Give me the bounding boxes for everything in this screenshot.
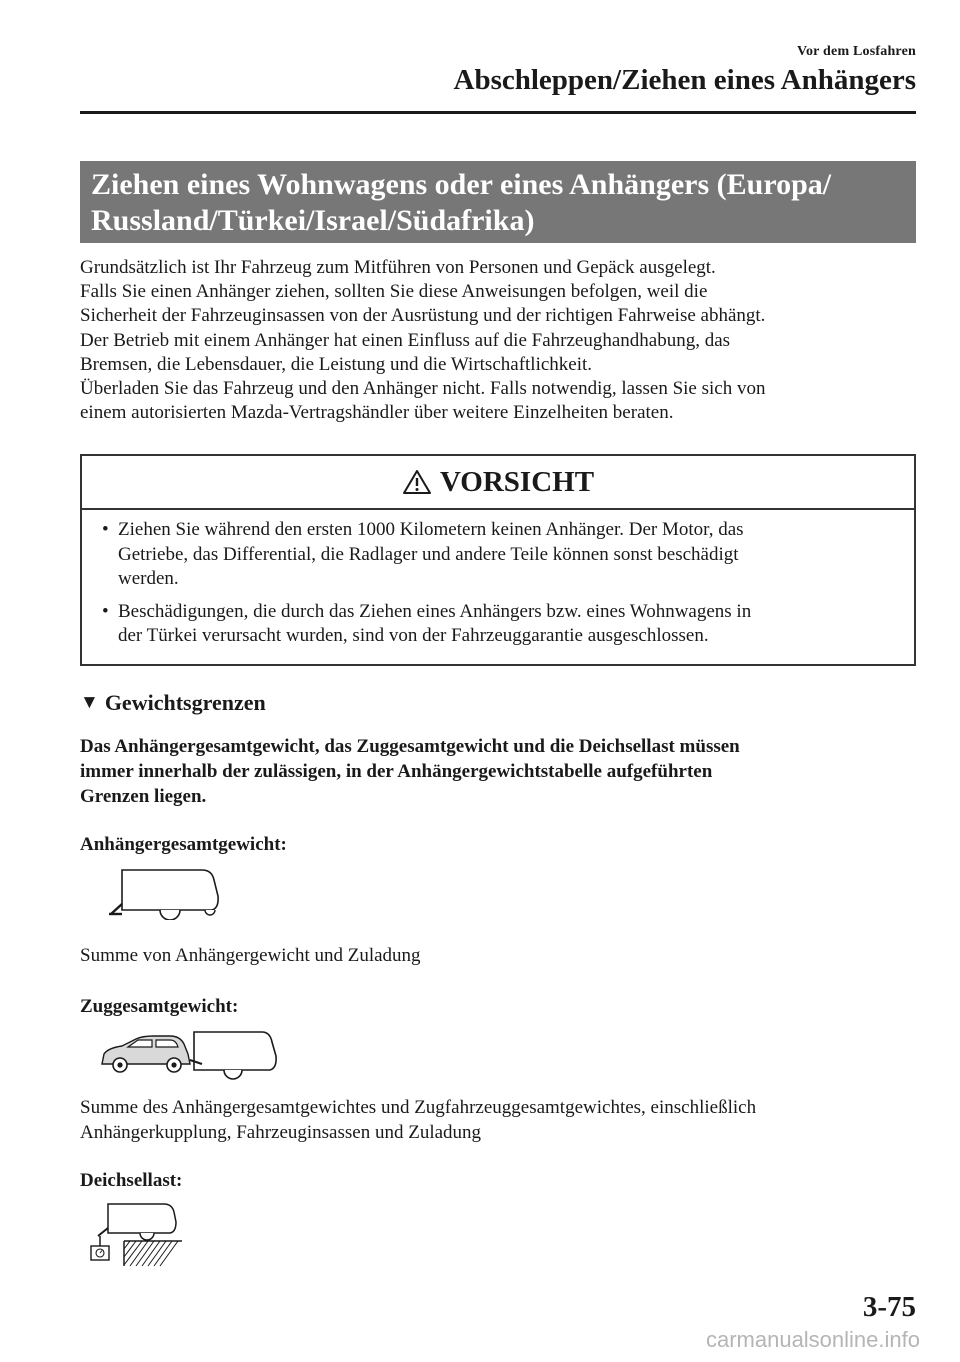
page-number: 3-75 [862,1291,916,1323]
caution-item-line: • Beschädigungen, die durch das Ziehen eines Anhängers bzw. eines Wohnwagens in [118,600,752,622]
intro-line: Falls Sie einen Anhänger ziehen, sollten Sie diese Anweisungen befolgen, weil die [80,281,708,303]
caution-item [118,518,890,592]
section-heading-banner [80,161,916,243]
car-and-trailer-illustration-icon [98,1030,280,1084]
header-divider [80,111,916,114]
trailer-total-weight-desc: Summe von Anhängergewicht und Zuladung [80,945,421,966]
heading-line-2: Russland/Türkei/Israel/Südafrika) [91,204,535,237]
intro-line: Sicherheit der Fahrzeuginsassen von der Ausrüstung und der richtigen Fahrweise abhängt. [80,305,766,327]
caution-list [82,510,914,649]
intro-line: Bremsen, die Lebensdauer, die Leistung und die Wirtschaftlichkeit. [80,353,593,375]
tongue-load-label: Deichsellast: [80,1170,183,1191]
weight-intro-line: Das Anhängergesamtgewicht, das Zuggesamtgewicht und die Deichsellast müssen [80,736,740,757]
train-total-desc-line: Summe des Anhängergesamtgewichtes und Zugfahrzeuggesamtgewichtes, einschließlich [80,1097,757,1118]
intro-paragraph [80,256,920,425]
section-title: Abschleppen/Ziehen eines Anhängers [453,64,916,96]
weight-intro-line: immer innerhalb der zulässigen, in der Anhängergewichtstabelle aufgeführten [80,761,713,782]
train-total-desc-line: Anhängerkupplung, Fahrzeuginsassen und Zuladung [80,1121,482,1143]
trailer-illustration-icon [108,864,226,920]
watermark: carmanualsonline.info [705,1327,920,1352]
weight-limits-heading [80,690,266,716]
warning-triangle-icon [402,469,432,495]
trailer-total-weight-label: Anhängergesamtgewicht: [80,834,287,855]
chapter-title: Vor dem Losfahren [796,44,916,59]
intro-line: einem autorisierten Mazda-Vertragshändler über weitere Einzelheiten beraten. [80,402,674,424]
caution-item-line: Getriebe, das Differential, die Radlager und andere Teile können sonst beschädigt [118,543,739,565]
caution-item-line: der Türkei verursacht wurden, sind von der Fahrzeuggarantie ausgeschlossen. [118,625,709,646]
heading-line-1: Ziehen eines Wohnwagens oder eines Anhängers (Europa/ [91,168,832,201]
tongue-load-scale-illustration-icon [86,1200,186,1270]
intro-line: Der Betrieb mit einem Anhänger hat einen Einfluss auf die Fahrzeughandhabung, das [80,329,731,351]
caution-title: VORSICHT [439,465,595,498]
intro-line: Überladen Sie das Fahrzeug und den Anhänger nicht. Falls notwendig, lassen Sie sich von [80,378,766,400]
weight-limits-intro [80,734,920,809]
caution-item-line: • Ziehen Sie während den ersten 1000 Kilometern keinen Anhänger. Der Motor, das [118,519,744,540]
caution-box [80,454,916,666]
weight-limits-title: Gewichtsgrenzen [104,690,266,715]
triangle-marker-icon: ▼ [80,692,99,713]
train-total-weight-label: Zuggesamtgewicht: [80,996,239,1017]
weight-intro-line: Grenzen liegen. [80,786,207,807]
caution-item [118,600,890,649]
page-header [454,44,916,97]
caution-item-line: werden. [118,568,179,589]
intro-line: Grundsätzlich ist Ihr Fahrzeug zum Mitführen von Personen und Gepäck ausgelegt. [80,257,716,278]
caution-header [82,456,914,510]
train-total-weight-desc [80,1096,920,1145]
